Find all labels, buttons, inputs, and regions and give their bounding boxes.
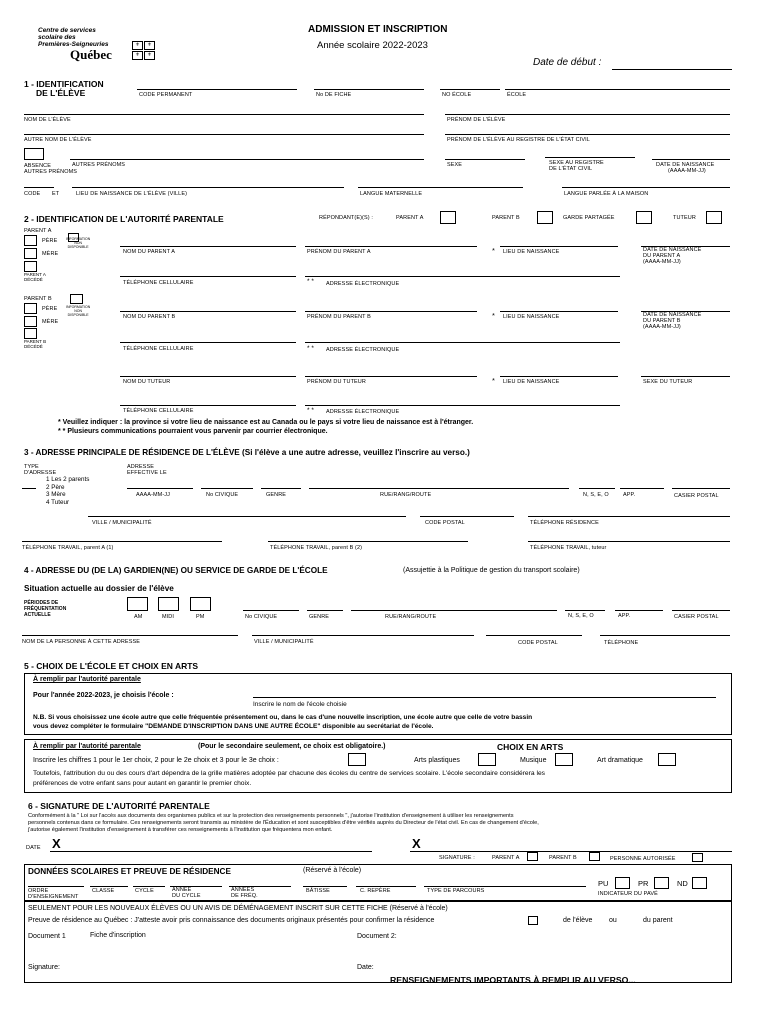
date-naissance-label: DATE DE NAISSANCE	[656, 162, 715, 168]
type-adresse-field[interactable]	[22, 488, 36, 489]
ecole-label: ÉCOLE	[507, 92, 527, 98]
classe-label: CLASSE	[92, 888, 115, 894]
type-adresse-option: 1 Les 2 parents	[46, 476, 90, 483]
document-2-label: Document 2:	[357, 933, 397, 940]
parent-a-decede-checkbox[interactable]	[24, 261, 37, 272]
date-naissance-a-label: DATE DE NAISSANCE	[643, 247, 702, 253]
sexe-label: SEXE	[447, 162, 463, 168]
eleve-label: de l'élève	[563, 917, 593, 924]
type-adresse-option: 3 Mère	[46, 491, 66, 498]
langue-maternelle-field[interactable]	[358, 187, 523, 188]
nb-line-1: N.B. Si vous choisissez une école autre que celle fréquentée présentement ou, dans le cas d'une nouvelle inscription, une école autre que celle de votre bassin	[33, 714, 533, 721]
periodes-label: PÉRIODES DE	[24, 600, 59, 606]
tel-travail-a-field[interactable]	[22, 541, 222, 542]
type-adresse-option: 2 Père	[46, 483, 65, 491]
choix-arts-title: CHOIX EN ARTS	[497, 742, 564, 752]
section-6-title: 6 - SIGNATURE DE L'AUTORITÉ PARENTALE	[28, 801, 210, 811]
parent-a-pere-checkbox[interactable]	[24, 235, 37, 246]
ordre-field[interactable]	[28, 886, 84, 887]
repondant-parent-a-label: PARENT A	[396, 215, 424, 221]
nom-parent-b-label: NOM DU PARENT B	[123, 314, 176, 320]
courriel-b-label: ADRESSE ÉLECTRONIQUE	[326, 347, 400, 353]
section-1-title-2: DE L'ÉLÈVE	[36, 88, 86, 98]
autres-prenoms-field[interactable]	[70, 159, 424, 160]
document-1-value: Fiche d'inscription	[90, 932, 146, 939]
repondant-parent-b-label: PARENT B	[492, 215, 520, 221]
app-field[interactable]	[620, 488, 664, 489]
repondant-parent-a-checkbox[interactable]	[440, 211, 456, 224]
start-date-field[interactable]	[612, 69, 732, 70]
rue-field[interactable]	[309, 488, 569, 489]
code-field[interactable]	[24, 187, 54, 188]
garde-tel-field[interactable]	[600, 635, 730, 636]
garde-casier-field[interactable]	[672, 610, 730, 611]
garde-genre-field[interactable]	[307, 610, 343, 611]
lieu-naissance-a-field[interactable]	[500, 246, 618, 247]
sexe-registre-label-2: DE L'ÉTAT CIVIL	[549, 166, 593, 172]
prenom-tuteur-field[interactable]	[305, 376, 477, 377]
section-2-title: 2 - IDENTIFICATION DE L'AUTORITÉ PARENTALE	[24, 214, 224, 224]
repondant-parent-b-checkbox[interactable]	[537, 211, 553, 224]
quebec-wordmark: Québec	[70, 47, 112, 62]
pu-label: PU	[598, 879, 609, 888]
app-label: APP.	[623, 492, 636, 498]
section-4-note: (Assujettie à la Politique de gestion du transport scolaire)	[403, 567, 580, 574]
sexe-registre-label: SEXE AU REGISTRE	[549, 160, 604, 166]
org-name-line2: scolaire des	[38, 34, 76, 41]
lieu-naissance-tuteur-label: LIEU DE NAISSANCE	[503, 379, 560, 385]
prenom-parent-a-label: PRÉNOM DU PARENT A	[307, 249, 371, 255]
tel-travail-tuteur-field[interactable]	[528, 541, 730, 542]
parent-b-info-nd-checkbox[interactable]	[70, 294, 83, 304]
preuve-eleve-checkbox[interactable]	[528, 916, 538, 925]
arts-plastiques-label: Arts plastiques	[414, 757, 460, 764]
date-label: DATE	[26, 845, 41, 851]
signature-date-field[interactable]	[50, 851, 372, 852]
type-adresse-label: TYPE	[24, 464, 39, 470]
no-civique-label: No CIVIQUE	[206, 492, 239, 498]
sexe-tuteur-label: SEXE DU TUTEUR	[643, 379, 693, 385]
remplir-label-2: À remplir par l'autorité parentale	[33, 743, 141, 750]
nom-tuteur-label: NOM DU TUTEUR	[123, 379, 171, 385]
lieu-naissance-b-field[interactable]	[500, 311, 618, 312]
date-naissance-field[interactable]	[652, 159, 730, 160]
ou-label: ou	[609, 917, 617, 924]
tuteur-label: TUTEUR	[673, 215, 696, 221]
annee-cycle-label-2: DU CYCLE	[172, 893, 201, 899]
document-1-label: Document 1	[28, 933, 66, 940]
courriel-tuteur-field[interactable]	[305, 405, 620, 406]
seulement-label: SEULEMENT POUR LES NOUVEAUX ÉLÈVES OU UN AVIS DE DÉMÉNAGEMENT INSCRIT SUR CETTE FICHE (Réservé à l'école)	[28, 905, 448, 912]
section-3-title: 3 - ADRESSE PRINCIPALE DE RÉSIDENCE DE L'ÉLÈVE (Si l'élève a une autre adresse, veuillez l'inscrire au verso.)	[24, 448, 470, 457]
attribution-line-2: préférences de votre enfant sans pour autant en garantir le premier choix.	[33, 780, 252, 787]
autre-nom-field[interactable]	[24, 134, 424, 135]
art-dramatique-field[interactable]	[658, 753, 676, 766]
sig-parent-a-label: PARENT A	[492, 855, 520, 861]
date-naissance-a-label-2: DU PARENT A	[643, 253, 681, 259]
tel-travail-b-field[interactable]	[268, 541, 468, 542]
form-title: ADMISSION ET INSCRIPTION	[308, 24, 448, 35]
dstar-marker: * *	[307, 345, 314, 352]
parent-b-decede-label-2: DÉCÉDÉ	[24, 344, 43, 349]
parent-a-mere-label: MÈRE	[42, 251, 59, 257]
choix-ecole-label: Pour l'année 2022-2023, je choisis l'école :	[33, 692, 174, 699]
school-year: Année scolaire 2022-2023	[317, 40, 428, 51]
sexe-registre-field[interactable]	[545, 157, 635, 158]
et-label: ET	[52, 191, 60, 197]
autre-nom-label: AUTRE NOM DE L'ÉLÈVE	[24, 137, 92, 143]
garde-tel-label: TÉLÉPHONE	[604, 640, 639, 646]
org-name-line1: Centre de services	[38, 27, 96, 34]
nom-eleve-field[interactable]	[24, 114, 424, 115]
preuve-residence-box	[24, 901, 732, 983]
fleur-de-lis-icon: ⚜ ⚜ ⚜ ⚜	[131, 41, 155, 60]
am-checkbox[interactable]	[127, 597, 148, 611]
code-label: CODE	[24, 191, 41, 197]
code-postal-label: CODE POSTAL	[425, 520, 465, 526]
musique-label: Musique	[520, 757, 547, 764]
parent-b-decede-checkbox[interactable]	[24, 328, 37, 339]
lieu-naissance-a-label: LIEU DE NAISSANCE	[503, 249, 560, 255]
nom-personne-label: NOM DE LA PERSONNE À CETTE ADRESSE	[22, 639, 141, 645]
tel-cell-tuteur-label: TÉLÉPHONE CELLULAIRE	[123, 408, 194, 414]
signature-ecole-label: Signature:	[28, 964, 60, 971]
absence-label-2: AUTRES PRÉNOMS	[24, 169, 78, 175]
musique-field[interactable]	[555, 753, 573, 766]
lieu-naissance-b-label: LIEU DE NAISSANCE	[503, 314, 560, 320]
periodes-label-2: FRÉQUENTATION	[24, 606, 67, 612]
pr-label: PR	[638, 879, 649, 888]
star-marker: *	[492, 311, 495, 320]
start-date-label: Date de début :	[533, 57, 602, 68]
prenom-registre-label: PRÉNOM DE L'ÉLÈVE AU REGISTRE DE L'ÉTAT CIVIL	[447, 137, 590, 143]
verso-notice: RENSEIGNEMENTS IMPORTANTS À REMPLIR AU VERSO...	[390, 975, 636, 985]
garde-app-field[interactable]	[615, 610, 663, 611]
prenom-tuteur-label: PRÉNOM DU TUTEUR	[307, 379, 366, 385]
courriel-a-field[interactable]	[305, 276, 620, 277]
nd-checkbox[interactable]	[692, 877, 707, 889]
no-civique-field[interactable]	[201, 488, 253, 489]
nd-label: ND	[677, 879, 688, 888]
pu-checkbox[interactable]	[615, 877, 630, 889]
nseo-field[interactable]	[579, 488, 615, 489]
type-adresse-label-2: D'ADRESSE	[24, 470, 57, 476]
parcours-field[interactable]	[424, 886, 586, 887]
date-x-marker: X	[52, 836, 61, 851]
ecole-field[interactable]	[505, 89, 730, 90]
signature-field[interactable]	[410, 851, 732, 852]
absence-label: ABSENCE	[24, 163, 51, 169]
annees-freq-label: ANNÉES	[231, 887, 255, 893]
midi-checkbox[interactable]	[158, 597, 179, 611]
effective-date-format: AAAA-MM-JJ	[136, 492, 170, 498]
sig-parent-b-label: PARENT B	[549, 855, 577, 861]
tel-travail-tuteur-label: TÉLÉPHONE TRAVAIL, tuteur	[530, 545, 607, 551]
tel-cell-b-field[interactable]	[120, 342, 296, 343]
nom-parent-a-label: NOM DU PARENT A	[123, 249, 176, 255]
parent-b-decede-label: PARENT B	[24, 339, 47, 344]
nom-eleve-label: NOM DE L'ÉLÈVE	[24, 117, 71, 123]
tel-cell-a-label: TÉLÉPHONE CELLULAIRE	[123, 280, 194, 286]
garde-nseo-label: N, S, E, O	[568, 613, 594, 619]
genre-label: GENRE	[266, 492, 287, 498]
prenom-parent-a-field[interactable]	[305, 246, 477, 247]
section-4-title: 4 - ADRESSE DU (DE LA) GARDIEN(NE) OU SERVICE DE GARDE DE L'ÉCOLE	[24, 566, 328, 575]
garde-casier-label: CASIER POSTAL	[674, 614, 719, 620]
note-lieu-naissance: * Veuillez indiquer : la province si votre lieu de naissance est au Canada ou le pays si votre lieu de naissance est à l'étranger.	[58, 419, 474, 426]
tel-residence-label: TÉLÉPHONE RÉSIDENCE	[530, 520, 599, 526]
ville-label: VILLE / MUNICIPALITÉ	[92, 520, 152, 526]
parent-b-info-nd-label: INFORMATION NON DISPONIBLE	[66, 305, 91, 317]
garde-partagee-checkbox[interactable]	[636, 211, 652, 224]
secondaire-note: (Pour le secondaire seulement, ce choix est obligatoire.)	[198, 743, 386, 750]
garde-no-civique-field[interactable]	[243, 610, 299, 611]
am-label: AM	[134, 614, 143, 620]
no-fiche-label: No DE FICHE	[316, 92, 352, 98]
lieu-naissance-label: LIEU DE NAISSANCE DE L'ÉLÈVE (VILLE)	[76, 191, 188, 197]
sig-autorisee-checkbox[interactable]	[692, 853, 703, 862]
courriel-b-field[interactable]	[305, 342, 620, 343]
langue-maison-label: LANGUE PARLÉE À LA MAISON	[564, 191, 649, 197]
star-marker: *	[492, 376, 495, 385]
signature-label: SIGNATURE :	[439, 855, 475, 861]
section-1-title: 1 - IDENTIFICATION	[24, 79, 104, 89]
genre-field[interactable]	[261, 488, 301, 489]
date-naissance-b-label-2: DU PARENT B	[643, 318, 681, 324]
classe-field[interactable]	[90, 886, 128, 887]
parent-b-pere-label: PÈRE	[42, 306, 58, 312]
remplir-label: À remplir par l'autorité parentale	[33, 676, 141, 683]
dstar-marker: * *	[307, 278, 314, 285]
pm-label: PM	[196, 614, 205, 620]
garde-rue-field[interactable]	[351, 610, 557, 611]
parent-b-label: PARENT B	[24, 296, 52, 302]
sexe-field[interactable]	[445, 159, 525, 160]
code-postal-field[interactable]	[420, 516, 514, 517]
parent-a-mere-checkbox[interactable]	[24, 248, 37, 259]
nom-parent-a-field[interactable]	[120, 246, 296, 247]
effective-date-field[interactable]	[127, 488, 193, 489]
code-permanent-field[interactable]	[137, 89, 297, 90]
batisse-field[interactable]	[303, 886, 347, 887]
tuteur-checkbox[interactable]	[706, 211, 722, 224]
chiffres-instruction: Inscrire les chiffres 1 pour le 1er choix, 2 pour le 2e choix et 3 pour le 3e choix :	[33, 757, 279, 764]
garde-code-postal-field[interactable]	[486, 635, 582, 636]
ordre-label: ORDRE	[28, 888, 49, 894]
sig-parent-a-checkbox[interactable]	[527, 852, 538, 861]
choix-1-field[interactable]	[348, 753, 366, 766]
repere-label: C. REPÈRE	[360, 888, 391, 894]
star-marker: *	[492, 246, 495, 255]
cycle-label: CYCLE	[135, 888, 154, 894]
note-courriel: * * Plusieurs communications pourraient vous parvenir par courrier électronique.	[58, 428, 328, 435]
prenom-registre-field[interactable]	[445, 134, 730, 135]
casier-field[interactable]	[672, 488, 730, 489]
no-fiche-field[interactable]	[314, 89, 424, 90]
garde-no-civique-label: No CIVIQUE	[245, 614, 278, 620]
attribution-line-1: Toutefois, l'attribution du ou des cours d'art dépendra de la grille matières adoptée par chacune des écoles du centre de services scolaire. L'école secondaire considérera les	[33, 770, 546, 777]
consent-line-2: personnels contenus dans ce formulaire. Ces renseignements seront transmis au ministère de l'Éducation et sont susceptibles d'être vérifiés auprès du Directeur de l'état civil. En cas de changement d'école,	[28, 820, 539, 826]
dstar-marker: * *	[307, 407, 314, 414]
repere-field[interactable]	[356, 886, 416, 887]
date-naissance-format: (AAAA-MM-JJ)	[668, 168, 706, 174]
prenom-eleve-label: PRÉNOM DE L'ÉLÈVE	[447, 117, 506, 123]
no-ecole-field[interactable]	[440, 89, 500, 90]
nb-line-2: vous devez compléter le formulaire "DEMANDE D'INSCRIPTION DANS UNE AUTRE ÉCOLE" disponible au secrétariat de l'école.	[33, 723, 434, 730]
garde-rue-label: RUE/RANG/ROUTE	[385, 614, 437, 620]
lieu-naissance-field[interactable]	[72, 187, 344, 188]
garde-genre-label: GENRE	[309, 614, 330, 620]
code-permanent-label: CODE PERMANENT	[139, 92, 193, 98]
courriel-a-label: ADRESSE ÉLECTRONIQUE	[326, 281, 400, 287]
parent-b-mere-checkbox[interactable]	[24, 316, 37, 327]
pr-checkbox[interactable]	[654, 877, 669, 889]
midi-label: MIDI	[162, 614, 175, 620]
nseo-label: N, S, E, O	[583, 492, 609, 498]
prenom-eleve-field[interactable]	[445, 114, 730, 115]
garde-code-postal-label: CODE POSTAL	[518, 640, 558, 646]
batisse-label: BÂTISSE	[306, 888, 330, 894]
parent-a-pere-label: PÈRE	[42, 238, 58, 244]
situation-title: Situation actuelle au dossier de l'élève	[24, 584, 174, 593]
langue-maison-field[interactable]	[562, 187, 730, 188]
type-adresse-option: 4 Tuteur	[46, 498, 70, 506]
parent-label: du parent	[643, 917, 673, 924]
tel-travail-b-label: TÉLÉPHONE TRAVAIL, parent B (2)	[270, 545, 363, 551]
section-5-title: 5 - CHOIX DE L'ÉCOLE ET CHOIX EN ARTS	[24, 661, 199, 671]
annees-freq-label-2: DE FRÉQ.	[231, 893, 258, 899]
effective-label-2: EFFECTIVE LE	[127, 470, 167, 476]
nom-personne-field[interactable]	[22, 635, 238, 636]
tel-cell-a-field[interactable]	[120, 276, 296, 277]
garde-ville-label: VILLE / MUNICIPALITÉ	[254, 639, 314, 645]
date-naissance-a-format: (AAAA-MM-JJ)	[643, 259, 681, 265]
tel-residence-field[interactable]	[528, 516, 730, 517]
donnees-title: DONNÉES SCOLAIRES ET PREUVE DE RÉSIDENCE	[28, 867, 231, 876]
casier-label: CASIER POSTAL	[674, 493, 719, 499]
parcours-label: TYPE DE PARCOURS	[427, 888, 485, 894]
cycle-field[interactable]	[133, 886, 165, 887]
parent-a-decede-label-2: DÉCÉDÉ	[24, 277, 43, 282]
indicateur-label: INDICATEUR DU PAVÉ	[598, 891, 658, 897]
consent-line-3: j'autorise également l'institution d'enseignement à transférer ces renseignements à l'institution que fréquentera mon enfant.	[28, 827, 333, 833]
langue-maternelle-label: LANGUE MATERNELLE	[360, 191, 423, 197]
tel-cell-tuteur-field[interactable]	[120, 405, 296, 406]
garde-nseo-field[interactable]	[565, 610, 605, 611]
prenom-parent-b-label: PRÉNOM DU PARENT B	[307, 314, 371, 320]
prenom-parent-b-field[interactable]	[305, 311, 477, 312]
pm-checkbox[interactable]	[190, 597, 211, 611]
courriel-tuteur-label: ADRESSE ÉLECTRONIQUE	[326, 409, 400, 415]
repondant-label: RÉPONDANT(E)(S) :	[319, 215, 373, 221]
annee-cycle-label: ANNÉE	[172, 887, 192, 893]
nom-parent-b-field[interactable]	[120, 311, 296, 312]
parent-a-decede-label: PARENT A	[24, 272, 46, 277]
ecole-choisie-field[interactable]	[253, 697, 716, 698]
tel-cell-b-label: TÉLÉPHONE CELLULAIRE	[123, 346, 194, 352]
sig-parent-b-checkbox[interactable]	[589, 852, 600, 861]
garde-app-label: APP.	[618, 613, 631, 619]
arts-plastiques-field[interactable]	[478, 753, 496, 766]
garde-partagee-label: GARDE PARTAGÉE	[563, 215, 615, 221]
parent-b-pere-checkbox[interactable]	[24, 303, 37, 314]
periodes-label-3: ACTUELLE	[24, 612, 51, 618]
date-ecole-label: Date:	[357, 964, 374, 971]
reserve-label: (Réservé à l'école)	[303, 867, 362, 874]
rue-label: RUE/RANG/ROUTE	[380, 492, 432, 498]
absence-checkbox[interactable]	[24, 148, 44, 160]
date-naissance-b-format: (AAAA-MM-JJ)	[643, 324, 681, 330]
parent-a-info-nd-label: INFORMATION NON DISPONIBLE	[66, 237, 91, 249]
parent-b-mere-label: MÈRE	[42, 319, 59, 325]
tel-travail-a-label: TÉLÉPHONE TRAVAIL, parent A (1)	[22, 545, 114, 551]
date-naissance-b-label: DATE DE NAISSANCE	[643, 312, 702, 318]
sig-autorisee-label: PERSONNE AUTORISÉE	[610, 856, 676, 862]
signature-x-marker: X	[412, 836, 421, 851]
consent-line-1: Conformément à la " Loi sur l'accès aux documents des organismes publics et sur la protection des renseignements personnels ", j'autorise l'institution d'enseignement à utiliser les renseignements	[28, 813, 514, 819]
lieu-naissance-tuteur-field[interactable]	[500, 376, 618, 377]
ecole-choisie-label: Inscrire le nom de l'école choisie	[253, 701, 347, 708]
garde-ville-field[interactable]	[252, 635, 474, 636]
sexe-tuteur-field[interactable]	[641, 376, 730, 377]
ville-field[interactable]	[88, 516, 406, 517]
autres-prenoms-label: AUTRES PRÉNOMS	[72, 162, 126, 168]
effective-label: ADRESSE	[127, 464, 154, 470]
org-name-line3: Premières-Seigneuries	[38, 41, 109, 48]
nom-tuteur-field[interactable]	[120, 376, 296, 377]
ordre-label-2: D'ENSEIGNEMENT	[28, 894, 79, 900]
preuve-label: Preuve de résidence au Québec : J'atteste avoir pris connaissance des documents originaux présentés pour confirmer la résidence	[28, 917, 435, 924]
parent-a-label: PARENT A	[24, 228, 52, 234]
no-ecole-label: NO ÉCOLE	[442, 92, 472, 98]
type-adresse-options	[46, 476, 89, 506]
art-dramatique-label: Art dramatique	[597, 757, 643, 764]
